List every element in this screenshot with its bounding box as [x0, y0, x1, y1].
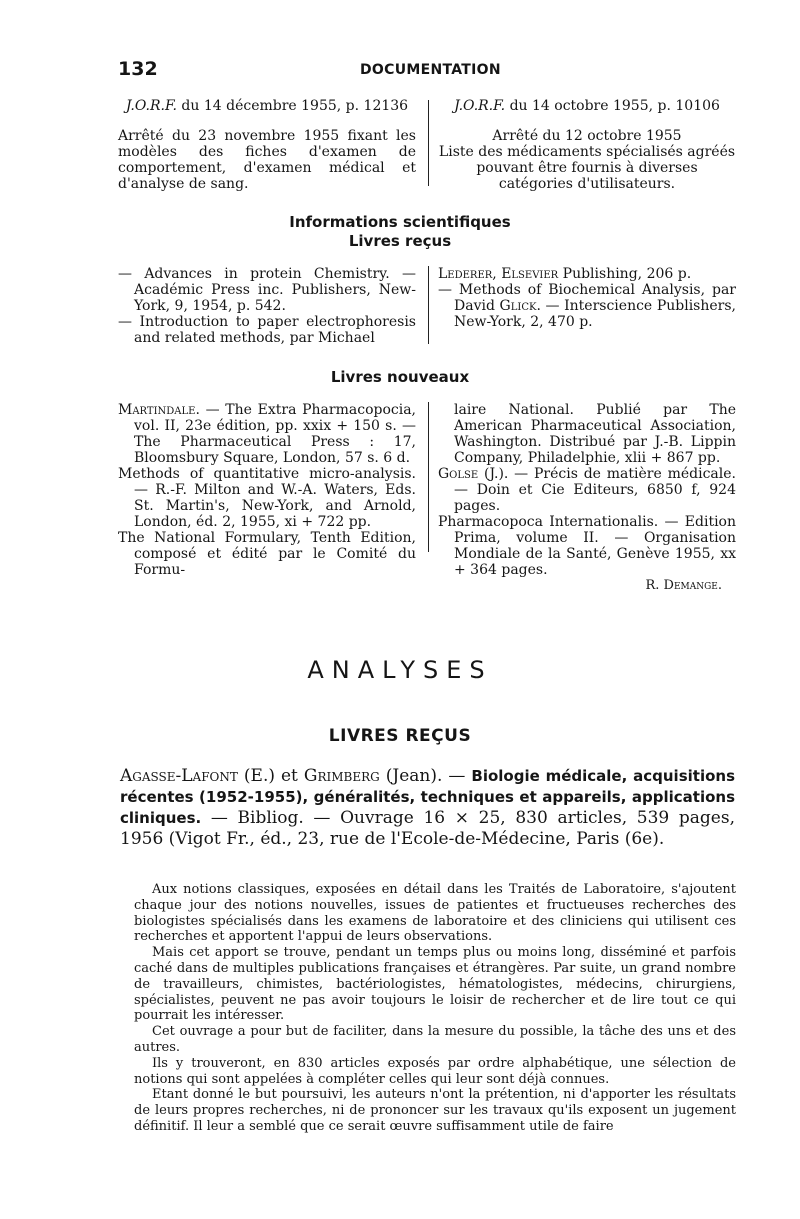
- column-divider: [428, 402, 429, 552]
- jorf-right-column: [438, 98, 736, 192]
- author-initials: (E.) et: [237, 766, 304, 786]
- running-head: DOCUMENTATION: [360, 62, 501, 78]
- livres-nouveaux-title: Livres nouveaux: [330, 368, 470, 386]
- jorf-right-source: J.O.R.F. du 14 octobre 1955, p. 10106: [454, 98, 720, 114]
- list-item: Golse (J.). — Précis de matière médicale. — Doin et Cie Editeurs, 6850 f, 924 pages.: [438, 466, 736, 514]
- page-number: 132: [118, 58, 158, 80]
- list-item: Martindale. — The Extra Pharmacopocia, vol. II, 23e édition, pp. xxix + 150 s. — The Pharmaceutical Press : 17, Bloomsbury Square, London, 57 s. 6 d.: [118, 402, 416, 466]
- jorf-left-text: Arrêté du 23 novembre 1955 fixant les modèles des fiches d'examen de comportement, d'examen médical et d'analyse de sang.: [118, 128, 416, 192]
- livres-recus-left: [118, 266, 416, 346]
- jorf-right-line1: Arrêté du 12 octobre 1955: [492, 128, 682, 144]
- list-item: Pharmacopoca Internationalis. — Edition Prima, volume II. — Organisation Mondiale de la Santé, Genève 1955, xx + 364 pages.: [438, 514, 736, 578]
- jorf-left-column: [118, 98, 416, 192]
- review-paragraph: Ils y trouveront, en 830 articles exposés par ordre alphabétique, une sélection de notions qui sont appelées à compléter celles qui leur sont déjà connues.: [134, 1055, 736, 1087]
- book-entry: [120, 766, 735, 850]
- livres-recus-section: [118, 266, 736, 346]
- list-item: Lederer, Elsevier Publishing, 206 p.: [438, 266, 692, 282]
- informations-title: Informations scientifiques: [289, 213, 511, 231]
- list-item: — Methods of Biochemical Analysis, par David Glick. — Interscience Publishers, New-York, 2, 470 p.: [438, 282, 736, 330]
- review-paragraph: Aux notions classiques, exposées en détail dans les Traités de Laboratoire, s'ajoutent chaque jour des notions nouvelles, issues de patientes et fructueuses recherches des biologistes spécialisés dans les examens de laboratoire et des cliniciens qui utilisent ces recherches et apportent l'appui de leurs observations.: [134, 882, 736, 945]
- informations-subtitle: Livres reçus: [348, 232, 452, 250]
- jorf-right-text: Liste des médicaments spécialisés agréés pouvant être fournis à diverses catégories d'utilisateurs.: [438, 144, 736, 192]
- book-title: Biologie médicale, acquisitions récentes (1952-1955), généralités, techniques et appareils, applications cliniques.: [120, 767, 735, 827]
- review-text: [134, 882, 736, 1135]
- jorf-section: [118, 98, 736, 190]
- review-paragraph: Etant donné le but poursuivi, les auteurs n'ont la prétention, ni d'apporter les résultats de leurs propres recherches, ni de prononcer sur les travaux qu'ils exposent un jugement définitif. Il leur a semblé que ce serait œuvre suffisamment utile de faire: [134, 1087, 736, 1134]
- column-divider: [428, 100, 429, 186]
- livres-nouveaux-left: [118, 402, 416, 578]
- column-divider: [428, 266, 429, 344]
- list-item: — Advances in protein Chemistry. — Académic Press inc. Publishers, New-York, 9, 1954, p. 542.: [118, 266, 416, 314]
- livres-recus-right: [438, 266, 736, 330]
- author-name: Agasse-Lafont: [120, 766, 238, 786]
- analyses-subtitle: LIVRES REÇUS: [328, 726, 472, 746]
- author-name: Grimberg: [303, 766, 380, 786]
- review-paragraph: Mais cet apport se trouve, pendant un temps plus ou moins long, disséminé et parfois caché dans de multiples publications françaises et étrangères. Par suite, un grand nombre de travailleurs, chimistes, bactériologistes, hématologistes, médecins, chirurgiens, spécialistes, peuvent ne pas avoir toujours le loisir de rechercher et de lire tout ce qui pourrait les intéresser.: [134, 945, 736, 1024]
- page-header: [118, 58, 734, 84]
- list-item: laire National. Publié par The American Pharmaceutical Association, Washington. Distribué par J.-B. Lippin Company, Philadelphie, xlii + 867 pp.: [454, 402, 736, 466]
- list-item: Methods of quantitative micro-analysis. — R.-F. Milton and W.-A. Waters, Eds. St. Martin's, New-York, and Arnold, London, éd. 2, 1955, xi + 722 pp.: [118, 466, 416, 530]
- list-item: — Introduction to paper electrophoresis and related methods, par Michael: [118, 314, 416, 346]
- signature: R. Demange.: [645, 578, 722, 593]
- author-rest: (Jean). —: [379, 766, 472, 786]
- analyses-title: ANALYSES: [307, 656, 493, 684]
- jorf-left-source: J.O.R.F. du 14 décembre 1955, p. 12136: [125, 98, 409, 114]
- livres-nouveaux-right: [438, 402, 736, 594]
- livres-nouveaux-section: [118, 402, 736, 593]
- book-details: — Bibliog. — Ouvrage 16 × 25, 830 articles, 539 pages, 1956 (Vigot Fr., éd., 23, rue de l'Ecole-de-Médecine, Paris (6e).: [120, 808, 735, 849]
- list-item: The National Formulary, Tenth Edition, composé et édité par le Comité du Formu-: [118, 530, 416, 578]
- review-paragraph: Cet ouvrage a pour but de faciliter, dans la mesure du possible, la tâche des uns et des autres.: [134, 1024, 736, 1055]
